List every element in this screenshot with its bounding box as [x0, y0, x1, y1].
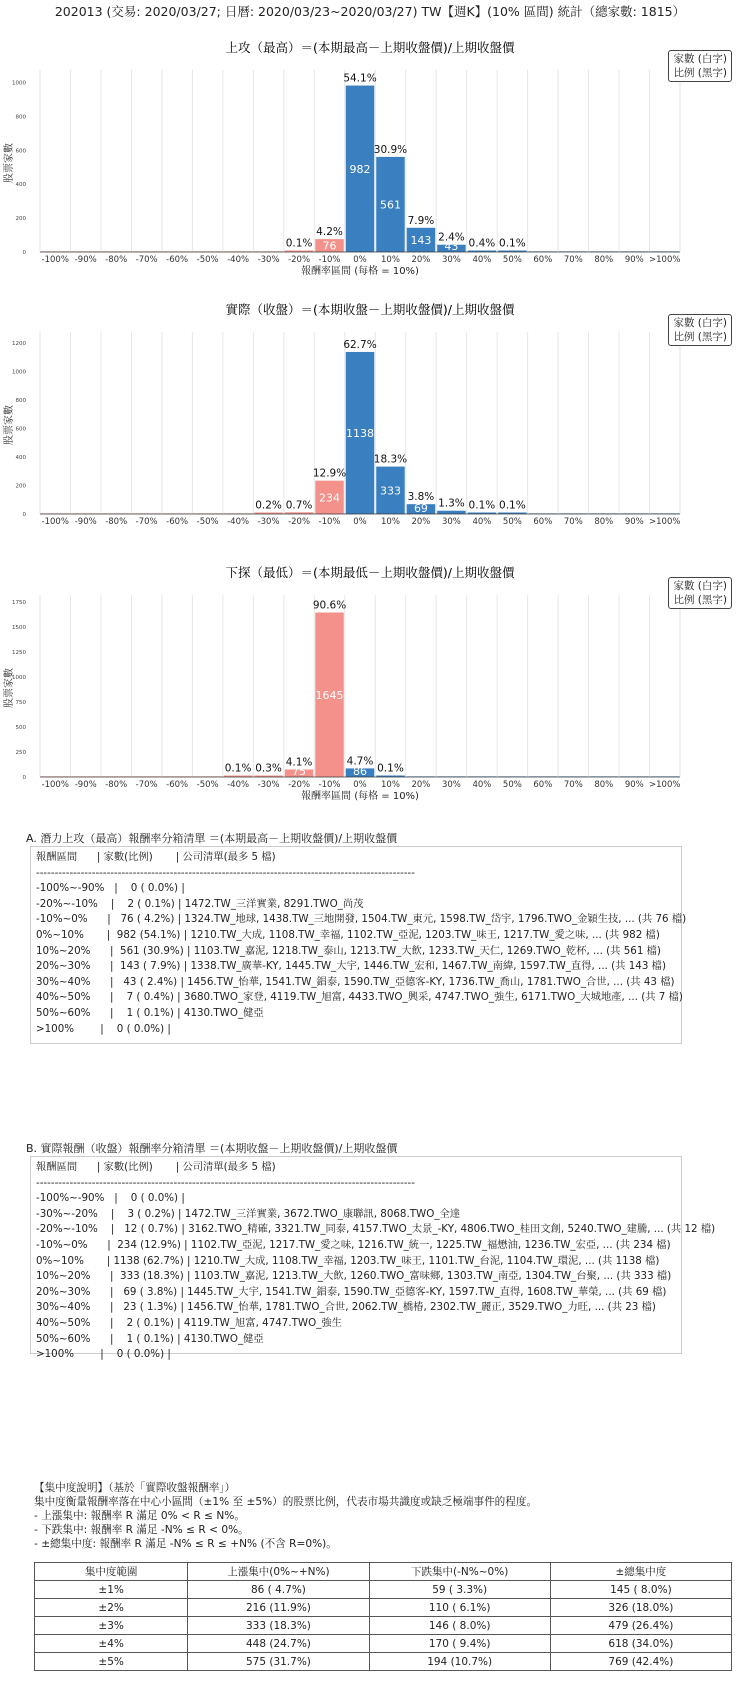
list-divider: ------------------------------------------------------------------------------------------------------ [36, 866, 415, 879]
list-item: -10%~0% | 76 ( 4.2%) | 1324.TW_地球, 1438.TW_三地開發, 1504.TW_東元, 1598.TW_岱宇, 1796.TWO_金穎生技, ... (共 76 檔) [36, 913, 687, 926]
bar-count-label: 1645 [315, 688, 344, 702]
list-item: 40%~50% | 2 ( 0.1%) | 4119.TW_旭富, 4747.TWO_強生 [36, 1316, 342, 1329]
chart-upper [0, 38, 740, 300]
page-title: 202013 (交易: 2020/03/27; 日曆: 2020/03/23~2020/03/27) TW【週K】(10% 區間) 統計（總家數: 1815） [54, 4, 686, 19]
x-tick-label: 30% [441, 780, 461, 790]
y-tick-label: 0 [22, 775, 26, 781]
table-cell: 326 (18.0%) [550, 1599, 731, 1617]
list-header: 報酬區間 | 家數(比例) | 公司清單(最多 5 檔) [36, 1161, 276, 1173]
x-tick-label: -10% [318, 780, 341, 790]
chart-title: 實際（收盤）＝(本期收盤－上期收盤價)/上期收盤價 [225, 302, 515, 317]
y-tick-label: 600 [15, 148, 26, 155]
bar-pct-label: 0.4% [468, 237, 496, 250]
list-item: 0%~10% | 982 (54.1%) | 1210.TW_大成, 1108.TW_幸福, 1102.TW_亞泥, 1203.TW_味王, 1217.TW_愛之味, ... (共 982 檔) [36, 928, 660, 941]
chart-close [0, 300, 740, 562]
x-tick-label: -80% [105, 780, 128, 790]
bar-count-label: 333 [379, 484, 401, 498]
table-header: 下跌集中(-N%~0%) [369, 1563, 550, 1581]
table-header-row [35, 1563, 732, 1581]
bar-count-label: 234 [319, 491, 341, 505]
x-tick-label: -90% [74, 780, 97, 790]
y-tick-label: 800 [15, 398, 26, 405]
table-header: 上漲集中(0%~+N%) [188, 1563, 369, 1581]
x-tick-label: 10% [381, 780, 400, 790]
x-tick-label: 50% [502, 780, 522, 790]
legend-box [668, 577, 732, 609]
list-item: 0%~10% | 1138 (62.7%) | 1210.TW_大成, 1108.TW_幸福, 1203.TW_味王, 1101.TW_台泥, 1104.TW_環泥, ... (共 1138 檔) [36, 1254, 660, 1267]
legend-line-count: 家數 (白字) [673, 580, 727, 592]
x-tick-label: 70% [563, 517, 583, 527]
table-cell: ±1% [35, 1581, 188, 1599]
chart-title: 上攻（最高）＝(本期最高－上期收盤價)/上期收盤價 [225, 40, 515, 55]
y-tick-label: 250 [15, 750, 26, 756]
list-item: 50%~60% | 1 ( 0.1%) | 4130.TWO_健亞 [36, 1006, 264, 1019]
y-tick-label: 200 [15, 483, 26, 490]
x-tick-label: 80% [594, 517, 614, 527]
lower-chart-svg [0, 563, 740, 825]
table-cell: 575 (31.7%) [188, 1653, 369, 1671]
x-tick-label: -70% [135, 517, 158, 527]
x-tick-label: 0% [353, 255, 367, 265]
bar-pct-label: 90.6% [312, 599, 347, 612]
list-header: 報酬區間 | 家數(比例) | 公司清單(最多 5 檔) [36, 851, 276, 863]
table-cell: 194 (10.7%) [369, 1653, 550, 1671]
list-b-title: B. 實際報酬（收盤）報酬率分箱清單 ＝(本期收盤－上期收盤價)/上期收盤價 [26, 1142, 398, 1155]
bar-pct-label: 0.1% [499, 499, 526, 512]
bar-count-label: 69 [413, 502, 428, 515]
y-tick-label: 400 [15, 182, 26, 189]
x-tick-label: -100% [41, 517, 69, 527]
bar-count-label: 982 [349, 162, 371, 176]
x-tick-label: 40% [472, 255, 492, 265]
x-tick-label: -20% [288, 780, 311, 790]
x-tick-label: 30% [441, 517, 461, 527]
x-tick-label: -60% [166, 780, 189, 790]
x-tick-label: 70% [563, 255, 583, 265]
x-axis-label: 報酬率區間 (每格 = 10%) [301, 791, 419, 802]
bar-pct-label: 3.8% [407, 491, 435, 504]
bar-pct-label: 0.1% [285, 237, 313, 250]
x-tick-label: 20% [411, 255, 431, 265]
table-cell: ±2% [35, 1599, 188, 1617]
list-item: 30%~40% | 23 ( 1.3%) | 1456.TW_怡華, 1781.TWO_合世, 2062.TW_橋椿, 2302.TW_麗正, 3529.TWO_力旺, ... (共 23 檔) [36, 1301, 656, 1314]
x-tick-label: 50% [502, 517, 522, 527]
table-cell: 86 ( 4.7%) [188, 1581, 369, 1599]
bar-count-label: 86 [353, 765, 367, 778]
x-tick-label: 30% [441, 255, 461, 265]
x-tick-label: -60% [166, 517, 189, 527]
y-tick-label: 1000 [12, 80, 26, 87]
x-tick-label: 10% [381, 517, 400, 527]
x-tick-label: -30% [257, 517, 280, 527]
bar-pct-label: 62.7% [343, 338, 377, 351]
bar-count-label: 561 [379, 198, 401, 212]
list-item: >100% | 0 ( 0.0%) | [36, 1022, 171, 1035]
x-tick-label: -90% [74, 255, 97, 265]
table-row [35, 1617, 732, 1635]
y-tick-label: 0 [22, 512, 26, 518]
list-a-title: A. 潛力上攻（最高）報酬率分箱清單 ＝(本期最高－上期收盤價)/上期收盤價 [26, 832, 398, 845]
table-cell: 333 (18.3%) [188, 1617, 369, 1635]
note-line: - 下跌集中: 報酬率 R 滿足 -N% ≤ R < 0%。 [34, 1524, 249, 1536]
x-tick-label: -70% [135, 780, 158, 790]
bar-pct-label: 0.3% [255, 762, 282, 775]
list-item: 10%~20% | 333 (18.3%) | 1103.TW_嘉泥, 1213.TW_大飲, 1260.TWO_富味鄉, 1303.TW_南亞, 1304.TW_台聚, ... (共 333 檔) [36, 1270, 672, 1283]
note-line: - 上漲集中: 報酬率 R 滿足 0% < R ≤ N%。 [34, 1510, 245, 1522]
table-cell: 448 (24.7%) [188, 1635, 369, 1653]
x-tick-label: -20% [288, 517, 311, 527]
x-tick-label: -40% [227, 517, 250, 527]
x-tick-label: -40% [227, 255, 250, 265]
bar-pct-label: 18.3% [373, 453, 408, 466]
legend-line-ratio: 比例 (黑字) [673, 594, 727, 606]
y-tick-label: 1000 [12, 369, 26, 376]
x-tick-label: 60% [533, 517, 553, 527]
x-tick-label: -30% [257, 780, 280, 790]
bar-count-label: 75 [292, 765, 307, 778]
bar-pct-label: 0.2% [255, 499, 282, 512]
bar-pct-label: 12.9% [312, 467, 347, 480]
upper-chart-svg [0, 38, 740, 300]
x-tick-label: 70% [563, 780, 583, 790]
x-tick-label: 20% [411, 780, 431, 790]
bar-pct-label: 0.7% [285, 499, 313, 512]
y-tick-label: 0 [22, 250, 26, 256]
x-tick-label: -50% [196, 780, 219, 790]
bar-pct-label: 54.1% [343, 72, 377, 85]
y-tick-label: 200 [15, 216, 26, 223]
x-tick-label: 90% [624, 255, 644, 265]
y-tick-label: 750 [15, 700, 26, 706]
x-tick-label: 60% [533, 780, 553, 790]
x-tick-label: -10% [318, 517, 341, 527]
bar-pct-label: 0.1% [468, 499, 496, 512]
y-tick-label: 1200 [12, 341, 26, 348]
x-tick-label: 0% [353, 780, 367, 790]
bar-pct-label: 4.7% [346, 755, 374, 768]
x-tick-label: 80% [594, 255, 614, 265]
legend-line-ratio: 比例 (黑字) [673, 67, 727, 79]
x-tick-label: -40% [227, 780, 250, 790]
table-cell: 146 ( 8.0%) [369, 1617, 550, 1635]
y-tick-label: 800 [15, 114, 26, 121]
concentration-table [34, 1562, 732, 1671]
bar-pct-label: 4.1% [285, 756, 313, 769]
x-tick-label: -100% [41, 255, 69, 265]
bar-pct-label: 1.3% [438, 497, 465, 510]
table-row [35, 1653, 732, 1671]
x-axis-label: 報酬率區間 (每格 = 10%) [301, 266, 419, 277]
x-tick-label: 50% [502, 255, 522, 265]
table-row [35, 1599, 732, 1617]
chart-lower [0, 563, 740, 825]
list-b-box [30, 1156, 716, 1361]
x-tick-label: 60% [533, 255, 553, 265]
table-row [35, 1581, 732, 1599]
table-cell: 618 (34.0%) [550, 1635, 731, 1653]
list-item: -30%~-20% | 3 ( 0.2%) | 1472.TW_三洋實業, 3672.TWO_康聯訊, 8068.TWO_全達 [36, 1207, 461, 1220]
x-tick-label: -30% [257, 255, 280, 265]
x-tick-label: >100% [649, 255, 681, 265]
list-item: -100%~-90% | 0 ( 0.0%) | [36, 1192, 185, 1205]
bar-pct-label: 0.1% [224, 762, 252, 775]
list-item: 30%~40% | 43 ( 2.4%) | 1456.TW_怡華, 1541.TW_錩泰, 1590.TW_亞德客-KY, 1736.TW_喬山, 1781.TWO_合世, ... (共 43 檔) [36, 975, 675, 988]
table-cell: 145 ( 8.0%) [550, 1581, 731, 1599]
table-cell: ±5% [35, 1653, 188, 1671]
table-row [35, 1635, 732, 1653]
y-axis-label: 股票家數 [4, 668, 15, 708]
table-header: ±總集中度 [550, 1563, 731, 1581]
y-axis-label: 股票家數 [4, 405, 15, 445]
x-tick-label: -70% [135, 255, 158, 265]
list-item: 50%~60% | 1 ( 0.1%) | 4130.TWO_健亞 [36, 1332, 264, 1345]
x-tick-label: >100% [649, 517, 681, 527]
list-item: 20%~30% | 143 ( 7.9%) | 1338.TW_廣華-KY, 1445.TW_大宇, 1446.TW_宏和, 1467.TW_南緯, 1597.TW_直得, ... (共 143 檔) [36, 960, 666, 973]
x-tick-label: -20% [288, 255, 311, 265]
x-tick-label: 90% [624, 780, 644, 790]
x-tick-label: >100% [649, 780, 681, 790]
y-tick-label: 500 [15, 725, 26, 731]
x-tick-label: -60% [166, 255, 189, 265]
legend-line-ratio: 比例 (黑字) [673, 331, 727, 343]
table-cell: ±3% [35, 1617, 188, 1635]
x-tick-label: -100% [41, 780, 69, 790]
bar-pct-label: 0.1% [377, 762, 404, 775]
list-item: >100% | 0 ( 0.0%) | [36, 1348, 171, 1361]
table-cell: 216 (11.9%) [188, 1599, 369, 1617]
bar-pct-label: 30.9% [373, 143, 408, 156]
x-tick-label: -10% [318, 255, 341, 265]
bar-count-label: 1138 [346, 426, 374, 440]
x-tick-label: 80% [594, 780, 614, 790]
table-cell: 479 (26.4%) [550, 1617, 731, 1635]
y-tick-label: 1750 [12, 600, 26, 606]
close-chart-svg [0, 300, 740, 562]
y-axis-label: 股票家數 [4, 143, 15, 183]
list-item: 20%~30% | 69 ( 3.8%) | 1445.TW_大宇, 1541.TW_錩泰, 1590.TW_亞德客-KY, 1597.TW_直得, 1608.TW_華榮, ... (共 69 檔) [36, 1285, 667, 1298]
list-item: -10%~0% | 234 (12.9%) | 1102.TW_亞泥, 1217.TW_愛之味, 1216.TW_統一, 1225.TW_福懋油, 1236.TW_宏亞, ... (共 234 檔) [36, 1238, 671, 1251]
list-divider: ------------------------------------------------------------------------------------------------------ [36, 1176, 415, 1189]
x-tick-label: 10% [381, 255, 400, 265]
list-item: 10%~20% | 561 (30.9%) | 1103.TW_嘉泥, 1218.TW_泰山, 1213.TW_大飲, 1233.TW_天仁, 1269.TWO_乾杯, ... (共 561 檔) [36, 944, 661, 957]
y-tick-label: 1000 [12, 675, 26, 681]
bar-count-label: 43 [444, 240, 459, 253]
list-a-box [30, 846, 687, 1044]
bar-pct-label: 0.1% [499, 237, 526, 250]
bar-pct-label: 7.9% [407, 214, 435, 227]
x-tick-label: -80% [105, 517, 128, 527]
table-cell: 110 ( 6.1%) [369, 1599, 550, 1617]
x-tick-label: -80% [105, 255, 128, 265]
note-line: - ±總集中度: 報酬率 R 滿足 -N% ≤ R ≤ +N% (不含 R=0%)。 [34, 1538, 337, 1550]
chart-title: 下探（最低）＝(本期最低－上期收盤價)/上期收盤價 [225, 565, 515, 580]
list-item: -20%~-10% | 12 ( 0.7%) | 3162.TWO_精確, 3321.TW_同泰, 4157.TWO_太景_-KY, 4806.TWO_桂田文創, 5240.TWO_建騰, ... (共 12 檔) [36, 1223, 716, 1236]
list-item: -100%~-90% | 0 ( 0.0%) | [36, 882, 185, 895]
bar-pct-label: 4.2% [316, 226, 343, 239]
legend-box [668, 50, 732, 82]
y-tick-label: 1250 [12, 650, 26, 656]
x-tick-label: 20% [411, 517, 431, 527]
y-tick-label: 600 [15, 426, 26, 433]
bar [437, 511, 465, 514]
x-tick-label: 0% [353, 517, 367, 527]
note-line: 集中度衡量報酬率落在中心小區間（±1% 至 ±5%）的股票比例，代表市場共識度或缺乏極端事件的程度。 [34, 1496, 538, 1508]
note-title: 【集中度說明】（基於「實際收盤報酬率」） [34, 1482, 236, 1494]
legend-box [668, 314, 732, 346]
y-tick-label: 1500 [12, 625, 26, 631]
legend-line-count: 家數 (白字) [673, 317, 727, 329]
concentration-note [34, 1481, 537, 1551]
table-cell: 59 ( 3.3%) [369, 1581, 550, 1599]
x-tick-label: -90% [74, 517, 97, 527]
x-tick-label: 40% [472, 517, 492, 527]
x-tick-label: -50% [196, 255, 219, 265]
table-header: 集中度範圍 [35, 1563, 188, 1581]
legend-line-count: 家數 (白字) [673, 53, 727, 65]
x-tick-label: 40% [472, 780, 492, 790]
bar-pct-label: 2.4% [438, 231, 465, 244]
list-item: -20%~-10% | 2 ( 0.1%) | 1472.TW_三洋實業, 8291.TWO_尚茂 [36, 897, 364, 910]
x-tick-label: -50% [196, 517, 219, 527]
table-cell: 769 (42.4%) [550, 1653, 731, 1671]
bar-count-label: 76 [322, 239, 337, 253]
table-cell: 170 ( 9.4%) [369, 1635, 550, 1653]
list-item: 40%~50% | 7 ( 0.4%) | 3680.TWO_家登, 4119.TW_旭富, 4433.TWO_興采, 4747.TWO_強生, 6171.TWO_大城地產, ... (共 7 檔) [36, 991, 683, 1004]
y-tick-label: 400 [15, 455, 26, 462]
table-cell: ±4% [35, 1635, 188, 1653]
bar-count-label: 143 [410, 233, 432, 247]
x-tick-label: 90% [624, 517, 644, 527]
